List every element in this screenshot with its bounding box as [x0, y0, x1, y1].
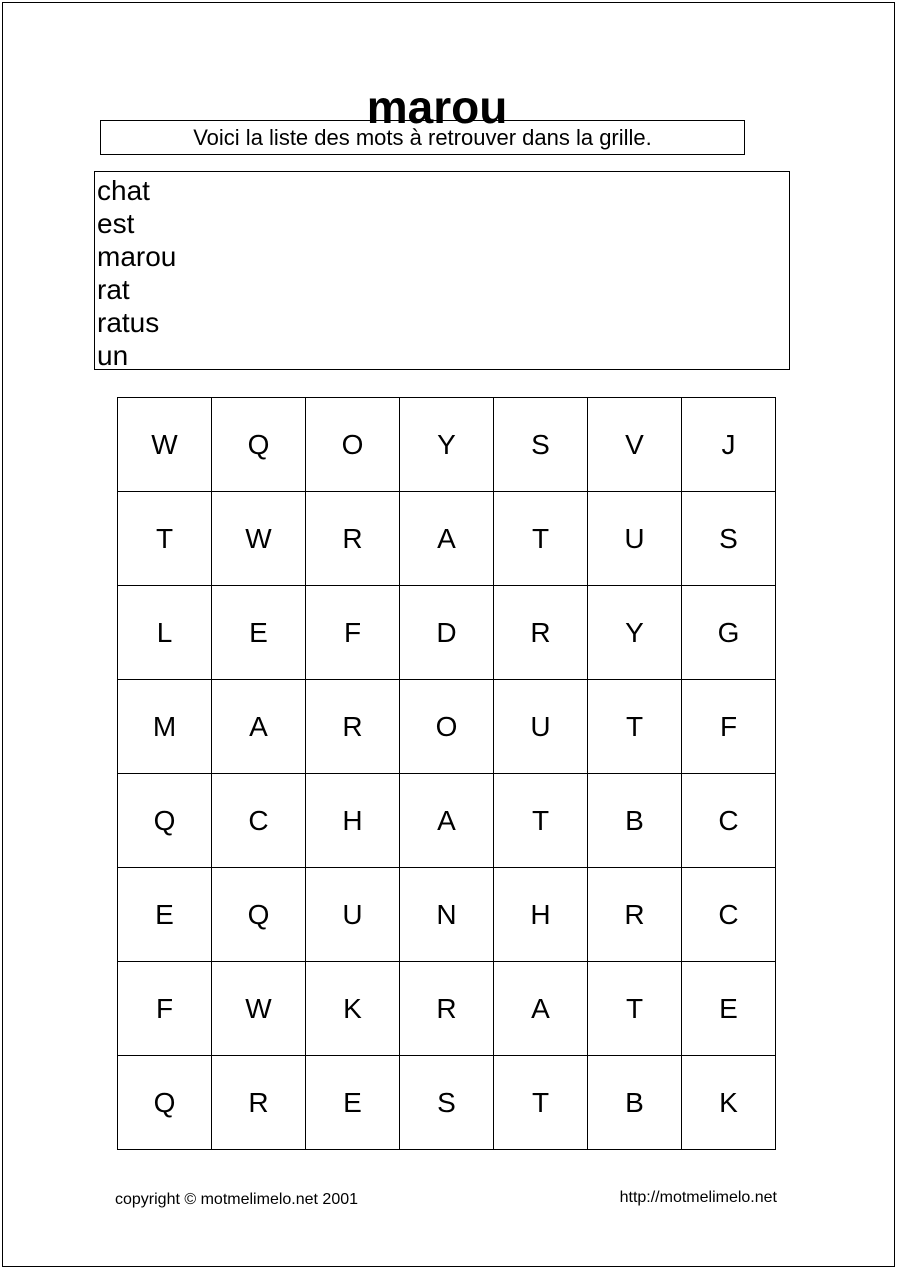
grid-cell: Q — [118, 774, 212, 868]
grid-cell: B — [588, 774, 682, 868]
word-list-item: marou — [97, 241, 177, 272]
word-list-item: ratus — [97, 307, 160, 338]
grid-cell: E — [682, 962, 776, 1056]
grid-cell: W — [118, 398, 212, 492]
grid-cell: H — [306, 774, 400, 868]
grid-cell: V — [588, 398, 682, 492]
grid-cell: Q — [118, 1056, 212, 1150]
grid-cell: S — [494, 398, 588, 492]
grid-cell: R — [306, 680, 400, 774]
grid-cell: A — [212, 680, 306, 774]
letter-grid — [117, 397, 776, 1150]
grid-cell: T — [494, 492, 588, 586]
grid-cell: E — [306, 1056, 400, 1150]
puzzle-title: marou — [366, 80, 508, 133]
grid-cell: E — [118, 868, 212, 962]
grid-cell: R — [494, 586, 588, 680]
grid-row — [118, 586, 776, 680]
grid-cell: Y — [588, 586, 682, 680]
grid-row — [118, 774, 776, 868]
grid-cell: U — [588, 492, 682, 586]
grid-cell: A — [494, 962, 588, 1056]
grid-cell: N — [400, 868, 494, 962]
grid-row — [118, 680, 776, 774]
grid-cell: M — [118, 680, 212, 774]
grid-cell: C — [682, 868, 776, 962]
grid-cell: U — [306, 868, 400, 962]
word-list-box — [94, 171, 790, 370]
grid-cell: F — [118, 962, 212, 1056]
grid-cell: K — [306, 962, 400, 1056]
grid-cell: R — [400, 962, 494, 1056]
grid-cell: F — [306, 586, 400, 680]
word-list-item: un — [97, 340, 129, 371]
instruction-text: Voici la liste des mots à retrouver dans la grille. — [193, 124, 652, 150]
instruction-box — [100, 120, 745, 155]
grid-cell: G — [682, 586, 776, 680]
grid-cell: J — [682, 398, 776, 492]
word-list-item: chat — [97, 175, 150, 206]
grid-cell: E — [212, 586, 306, 680]
grid-cell: T — [588, 962, 682, 1056]
grid-cell: H — [494, 868, 588, 962]
grid-row — [118, 398, 776, 492]
grid-cell: O — [400, 680, 494, 774]
grid-cell: C — [212, 774, 306, 868]
grid-cell: T — [118, 492, 212, 586]
grid-cell: Q — [212, 868, 306, 962]
grid-cell: R — [588, 868, 682, 962]
grid-row — [118, 492, 776, 586]
grid-cell: W — [212, 492, 306, 586]
grid-cell: L — [118, 586, 212, 680]
grid-cell: U — [494, 680, 588, 774]
word-list-item: rat — [97, 274, 130, 305]
grid-cell: A — [400, 774, 494, 868]
grid-cell: T — [494, 774, 588, 868]
grid-cell: Y — [400, 398, 494, 492]
grid-cell: S — [400, 1056, 494, 1150]
grid-cell: S — [682, 492, 776, 586]
grid-cell: T — [588, 680, 682, 774]
grid-cell: D — [400, 586, 494, 680]
grid-row — [118, 962, 776, 1056]
footer-copyright: copyright © motmelimelo.net 2001 — [115, 1191, 359, 1208]
word-list-item: est — [97, 208, 135, 239]
grid-cell: Q — [212, 398, 306, 492]
grid-cell: C — [682, 774, 776, 868]
grid-cell: O — [306, 398, 400, 492]
grid-cell: R — [306, 492, 400, 586]
grid-cell: F — [682, 680, 776, 774]
grid-cell: A — [400, 492, 494, 586]
grid-cell: K — [682, 1056, 776, 1150]
footer-url: http://motmelimelo.net — [619, 1189, 777, 1206]
grid-row — [118, 1056, 776, 1150]
grid-cell: W — [212, 962, 306, 1056]
grid-cell: T — [494, 1056, 588, 1150]
grid-cell: B — [588, 1056, 682, 1150]
grid-cell: R — [212, 1056, 306, 1150]
grid-row — [118, 868, 776, 962]
letter-grid-body — [118, 398, 776, 1150]
